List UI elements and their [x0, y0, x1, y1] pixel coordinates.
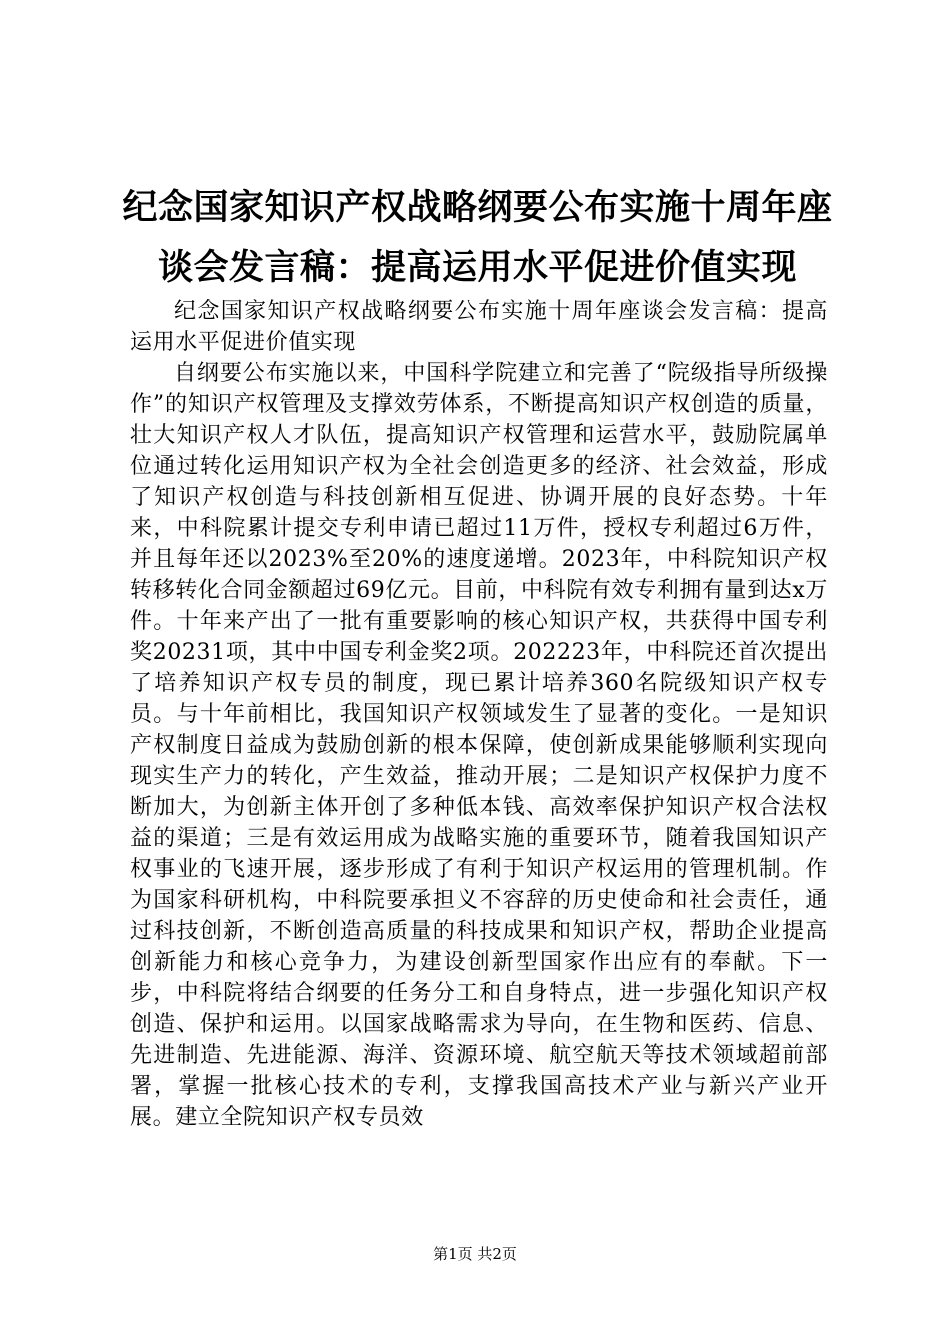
document-body: [130, 296, 828, 1133]
body-paragraph-main: 自纲要公布实施以来，中国科学院建立和完善了“院级指导所级操作”的知识产权管理及支撑效劳体系，不断提高知识产权创造的质量，壮大知识产权人才队伍，提高知识产权管理和运营水平，鼓励院属单位通过转化运用知识产权为全社会创造更多的经济、社会效益，形成了知识产权创造与科技创新相互促进、协调开展的良好态势。十年来，中科院累计提交专利申请已超过11万件，授权专利超过6万件，并且每年还以2023%至20%的速度递增。2023年，中科院知识产权转移转化合同金额超过69亿元。目前，中科院有效专利拥有量到达x万件。十年来产出了一批有重要影响的核心知识产权，共获得中国专利奖20231项，其中中国专利金奖2项。202223年，中科院还首次提出了培养知识产权专员的制度，现已累计培养360名院级知识产权专员。与十年前相比，我国知识产权领域发生了显著的变化。一是知识产权制度日益成为鼓励创新的根本保障，使创新成果能够顺利实现向现实生产力的转化，产生效益，推动开展；二是知识产权保护力度不断加大，为创新主体开创了多种低本钱、高效率保护知识产权合法权益的渠道；三是有效运用成为战略实施的重要环节，随着我国知识产权事业的飞速开展，逐步形成了有利于知识产权运用的管理机制。作为国家科研机构，中科院要承担义不容辞的历史使命和社会责任，通过科技创新，不断创造高质量的科技成果和知识产权，帮助企业提高创新能力和核心竞争力，为建设创新型国家作出应有的奉献。下一步，中科院将结合纲要的任务分工和自身特点，进一步强化知识产权创造、保护和运用。以国家战略需求为导向，在生物和医药、信息、先进制造、先进能源、海洋、资源环境、航空航天等技术领域超前部署，掌握一批核心技术的专利，支撑我国高技术产业与新兴产业开展。建立全院知识产权专员效: [130, 361, 828, 1130]
page-footer: 第1页 共2页: [433, 1245, 517, 1263]
document-title: 纪念国家知识产权战略纲要公布实施十周年座谈会发言稿：提高运用水平促进价值实现: [122, 188, 833, 288]
body-paragraph-subtitle: 纪念国家知识产权战略纲要公布实施十周年座谈会发言稿：提高运用水平促进价值实现: [130, 299, 828, 355]
